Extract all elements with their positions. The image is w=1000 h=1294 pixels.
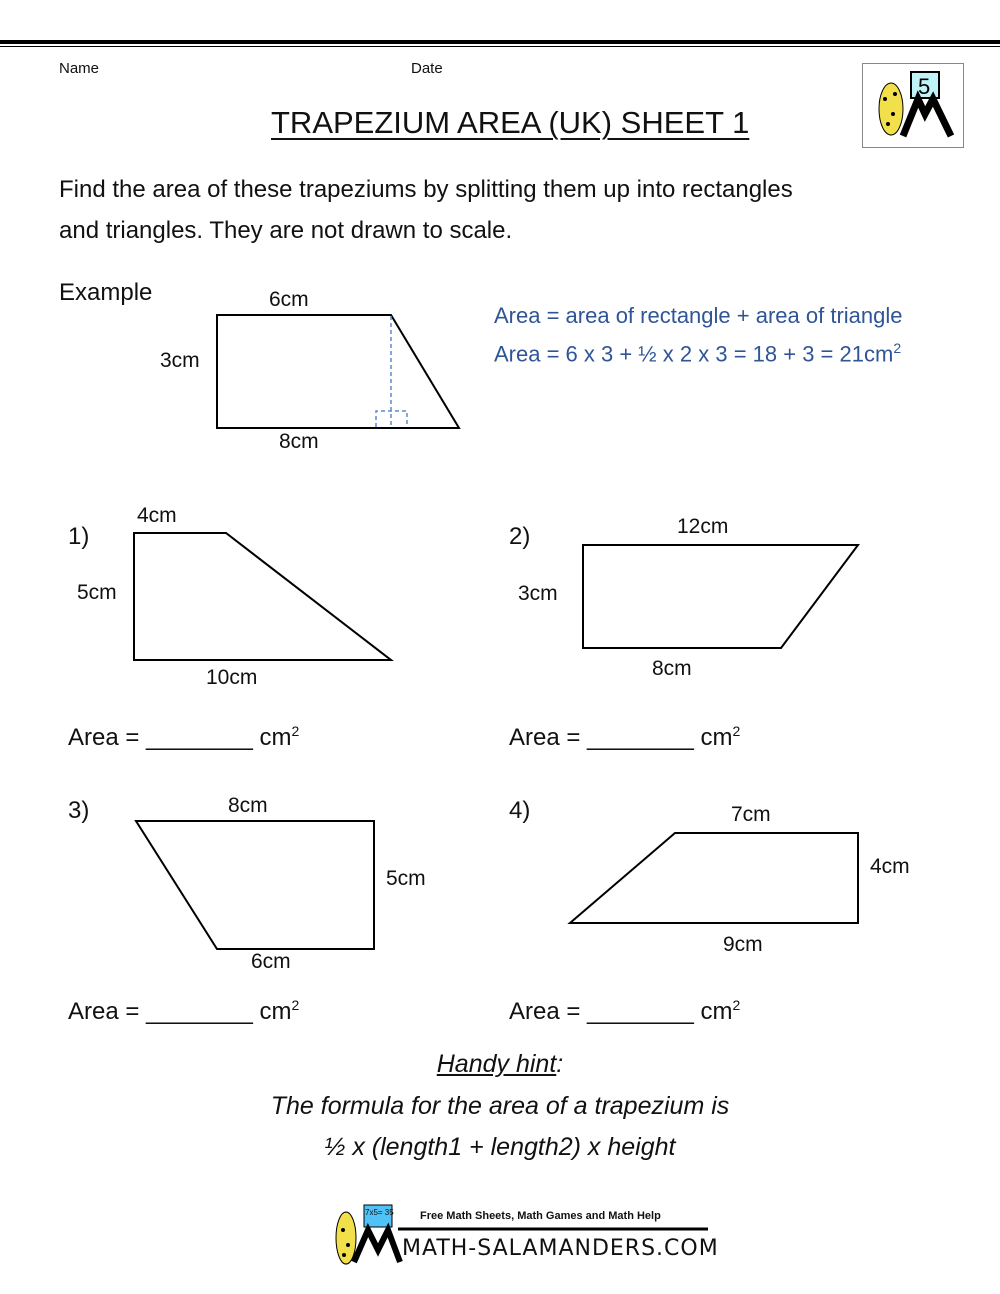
question-4-top: 7cm [731, 803, 771, 826]
question-2-side: 3cm [518, 582, 558, 605]
trapezium-3 [136, 821, 374, 949]
question-1-top: 4cm [137, 504, 177, 527]
answer-unit: cm [700, 998, 733, 1025]
example-trapezium [217, 315, 459, 428]
hint-line-1: The formula for the area of a trapezium is [270, 1092, 730, 1120]
footer-sign: 7x5= 35 [365, 1208, 394, 1217]
example-bottom-length: 8cm [279, 430, 319, 453]
question-1-answer [68, 723, 299, 752]
answer-unit: cm [259, 724, 292, 751]
question-3-number: 3) [68, 797, 90, 824]
answer-unit: cm [259, 998, 292, 1025]
question-4-number: 4) [509, 797, 531, 824]
question-1-side: 5cm [77, 581, 117, 604]
example-top-length: 6cm [269, 288, 309, 311]
answer-sup: 2 [732, 723, 741, 739]
example-working-sup: 2 [893, 340, 902, 356]
trapezium-2 [583, 545, 858, 648]
question-4-bottom: 9cm [723, 933, 763, 956]
hint-title [0, 1050, 1000, 1079]
footer-brand[interactable]: MATH-SALAMANDERS.COM [402, 1236, 719, 1261]
question-3-bottom: 6cm [251, 950, 291, 973]
answer-unit: cm [700, 724, 733, 751]
example-side-length: 3cm [160, 349, 200, 372]
trapezium-4 [570, 833, 858, 923]
question-1-number: 1) [68, 523, 90, 550]
question-4-answer [509, 997, 740, 1026]
example-working-text: Area = 6 x 3 + ½ x 2 x 3 = 18 + 3 = 21cm [494, 341, 894, 367]
example-label: Example [59, 279, 153, 306]
footer-logo [328, 1200, 719, 1270]
footer-tagline: Free Math Sheets, Math Games and Math Help [420, 1210, 661, 1222]
answer-blank[interactable]: Area = ________ [509, 724, 694, 751]
question-2-number: 2) [509, 523, 531, 550]
answer-sup: 2 [291, 997, 300, 1013]
hint-title-text: Handy hint [436, 1050, 557, 1078]
hint-line-2: ½ x (length1 + length2) x height [324, 1133, 676, 1161]
name-label: Name [59, 60, 100, 77]
example-working-1: Area = area of rectangle + area of triangle [494, 303, 903, 328]
answer-blank[interactable]: Area = ________ [509, 998, 694, 1025]
instructions-line-2: and triangles. They are not drawn to scale. [59, 217, 513, 244]
answer-blank[interactable]: Area = ________ [68, 998, 253, 1025]
date-label: Date [411, 60, 443, 77]
question-3-answer [68, 997, 299, 1026]
question-4-side: 4cm [870, 855, 910, 878]
question-2-bottom: 8cm [652, 657, 692, 680]
question-3-top: 8cm [228, 794, 268, 817]
answer-blank[interactable]: Area = ________ [68, 724, 253, 751]
answer-sup: 2 [291, 723, 300, 739]
page-title: TRAPEZIUM AREA (UK) SHEET 1 [271, 105, 750, 140]
instructions-line-1: Find the area of these trapeziums by splitting them up into rectangles [59, 176, 793, 203]
question-2-answer [509, 723, 740, 752]
question-3-side: 5cm [386, 867, 426, 890]
trapezium-1 [134, 533, 391, 660]
hint-colon: : [556, 1050, 564, 1078]
question-2-top: 12cm [677, 515, 729, 538]
example-working-2 [494, 340, 901, 367]
question-1-bottom: 10cm [206, 666, 258, 689]
answer-sup: 2 [732, 997, 741, 1013]
grade-badge: 5 [918, 74, 931, 99]
